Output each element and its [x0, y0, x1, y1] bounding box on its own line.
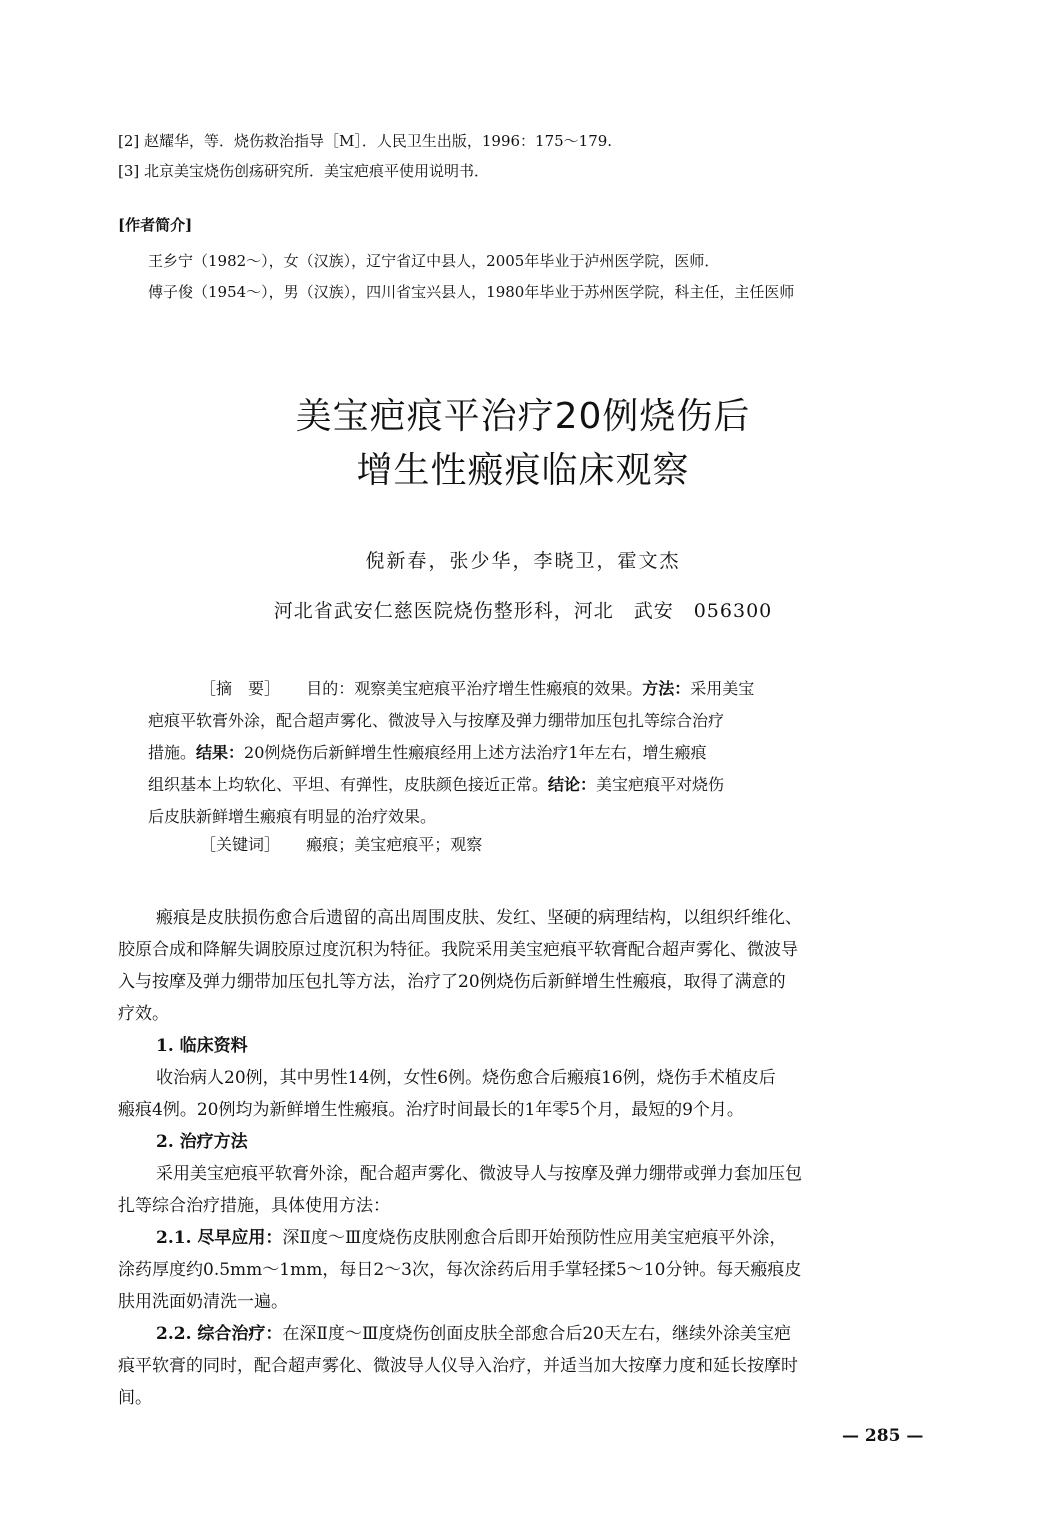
keywords — [200, 832, 482, 855]
body-line: 间。 — [118, 1388, 152, 1408]
abstract-line: 疤痕平软膏外涂，配合超声雾化、微波导入与按摩及弹力绷带加压包扎等综合治疗 — [148, 711, 725, 730]
body-line: 肤用洗面奶清洗一遍。 — [118, 1292, 288, 1312]
body-line: 胶原合成和降解失调胶原过度沉积为特征。我院采用美宝疤痕平软膏配合超声雾化、微波导 — [118, 940, 798, 960]
abstract-line — [148, 769, 910, 801]
author-info-line: 王乡宁（1982～），女（汉族），辽宁省辽中县人，2005年毕业于泸州医学院，医师． — [148, 252, 720, 270]
author-affiliation: 河北省武安仁慈医院烧伤整形科，河北 武安 056300 — [273, 600, 773, 622]
article-authors: 倪新春，张少华，李晓卫，霍文杰 — [365, 550, 681, 572]
abstract-text: 20例烧伤后新鲜增生性瘢痕经用上述方法治疗1年左右，增生瘢痕 — [244, 743, 707, 762]
abstract-line — [148, 673, 910, 705]
abstract-line — [148, 737, 910, 769]
section-heading: 2. 治疗方法 — [156, 1132, 248, 1152]
author-info-heading: [作者简介] — [118, 216, 193, 234]
author-info-line: 傅子俊（1954～），男（汉族），四川省宝兴县人，1980年毕业于苏州医学院，科主任，主任医师 — [148, 283, 795, 301]
abstract — [148, 673, 910, 833]
abstract-text: 美宝疤痕平对烧伤 — [596, 775, 725, 794]
abstract-text: 组织基本上均软化、平坦、有弹性，皮肤颜色接近正常。 — [148, 775, 549, 794]
title-line-1: 美宝疤痕平治疗20例烧伤后 — [295, 396, 751, 437]
keywords-text: 瘢痕；美宝疤痕平；观察 — [306, 835, 483, 854]
body-line: 收治病人20例，其中男性14例，女性6例。烧伤愈合后瘢痕16例，烧伤手术植皮后 — [156, 1068, 776, 1088]
abstract-text: 目的：观察美宝疤痕平治疗增生性瘢痕的效果。 — [306, 679, 643, 698]
page-number: — 285 — — [842, 1426, 924, 1446]
abstract-line: 后皮肤新鲜增生瘢痕有明显的治疗效果。 — [148, 807, 437, 826]
abstract-text: 措施。 — [148, 743, 197, 762]
author-info — [148, 246, 948, 308]
article-body — [118, 902, 944, 1414]
body-line: 瘢痕是皮肤损伤愈合后遗留的高出周围皮肤、发红、坚硬的病理结构，以组织纤维化、 — [156, 908, 802, 928]
section-heading: 1. 临床资料 — [156, 1036, 248, 1056]
abstract-label: ［摘 要］ — [200, 679, 281, 698]
body-line — [118, 1318, 944, 1350]
abstract-text: 采用美宝 — [690, 679, 755, 698]
subsection-label: 2.2. 综合治疗： — [156, 1324, 283, 1344]
article-title — [0, 390, 1046, 498]
body-line: 疗效。 — [118, 1004, 169, 1024]
reference-list — [118, 126, 938, 186]
body-text: 深Ⅱ度～Ⅲ度烧伤皮肤刚愈合后即开始预防性应用美宝疤痕平外涂， — [282, 1228, 787, 1248]
abstract-result-label: 结果： — [196, 743, 245, 762]
body-line: 采用美宝疤痕平软膏外涂，配合超声雾化、微波导人与按摩及弹力绷带或弹力套加压包 — [156, 1164, 802, 1184]
body-line: 扎等综合治疗措施，具体使用方法： — [118, 1196, 390, 1216]
body-line — [118, 1222, 944, 1254]
body-line: 痕平软膏的同时，配合超声雾化、微波导人仪导入治疗，并适当加大按摩力度和延长按摩时 — [118, 1356, 798, 1376]
reference-item: [2] 赵耀华，等．烧伤救治指导［M］．人民卫生出版，1996：175～179. — [118, 132, 613, 150]
reference-item: [3] 北京美宝烧伤创疡研究所．美宝疤痕平使用说明书． — [118, 162, 490, 180]
body-line: 瘢痕4例。20例均为新鲜增生性瘢痕。治疗时间最长的1年零5个月，最短的9个月。 — [118, 1100, 744, 1120]
title-line-2: 增生性瘢痕临床观察 — [356, 450, 690, 491]
subsection-label: 2.1. 尽早应用： — [156, 1228, 283, 1248]
abstract-conclusion-label: 结论： — [548, 775, 597, 794]
body-text: 在深Ⅱ度～Ⅲ度烧伤创面皮肤全部愈合后20天左右，继续外涂美宝疤 — [282, 1324, 792, 1344]
abstract-method-label: 方法： — [642, 679, 691, 698]
body-line: 入与按摩及弹力绷带加压包扎等方法，治疗了20例烧伤后新鲜增生性瘢痕，取得了满意的 — [118, 972, 786, 992]
body-line: 涂药厚度约0.5mm～1mm，每日2～3次，每次涂药后用手掌轻揉5～10分钟。每天瘢痕皮 — [118, 1260, 802, 1280]
keywords-label: ［关键词］ — [200, 835, 281, 854]
